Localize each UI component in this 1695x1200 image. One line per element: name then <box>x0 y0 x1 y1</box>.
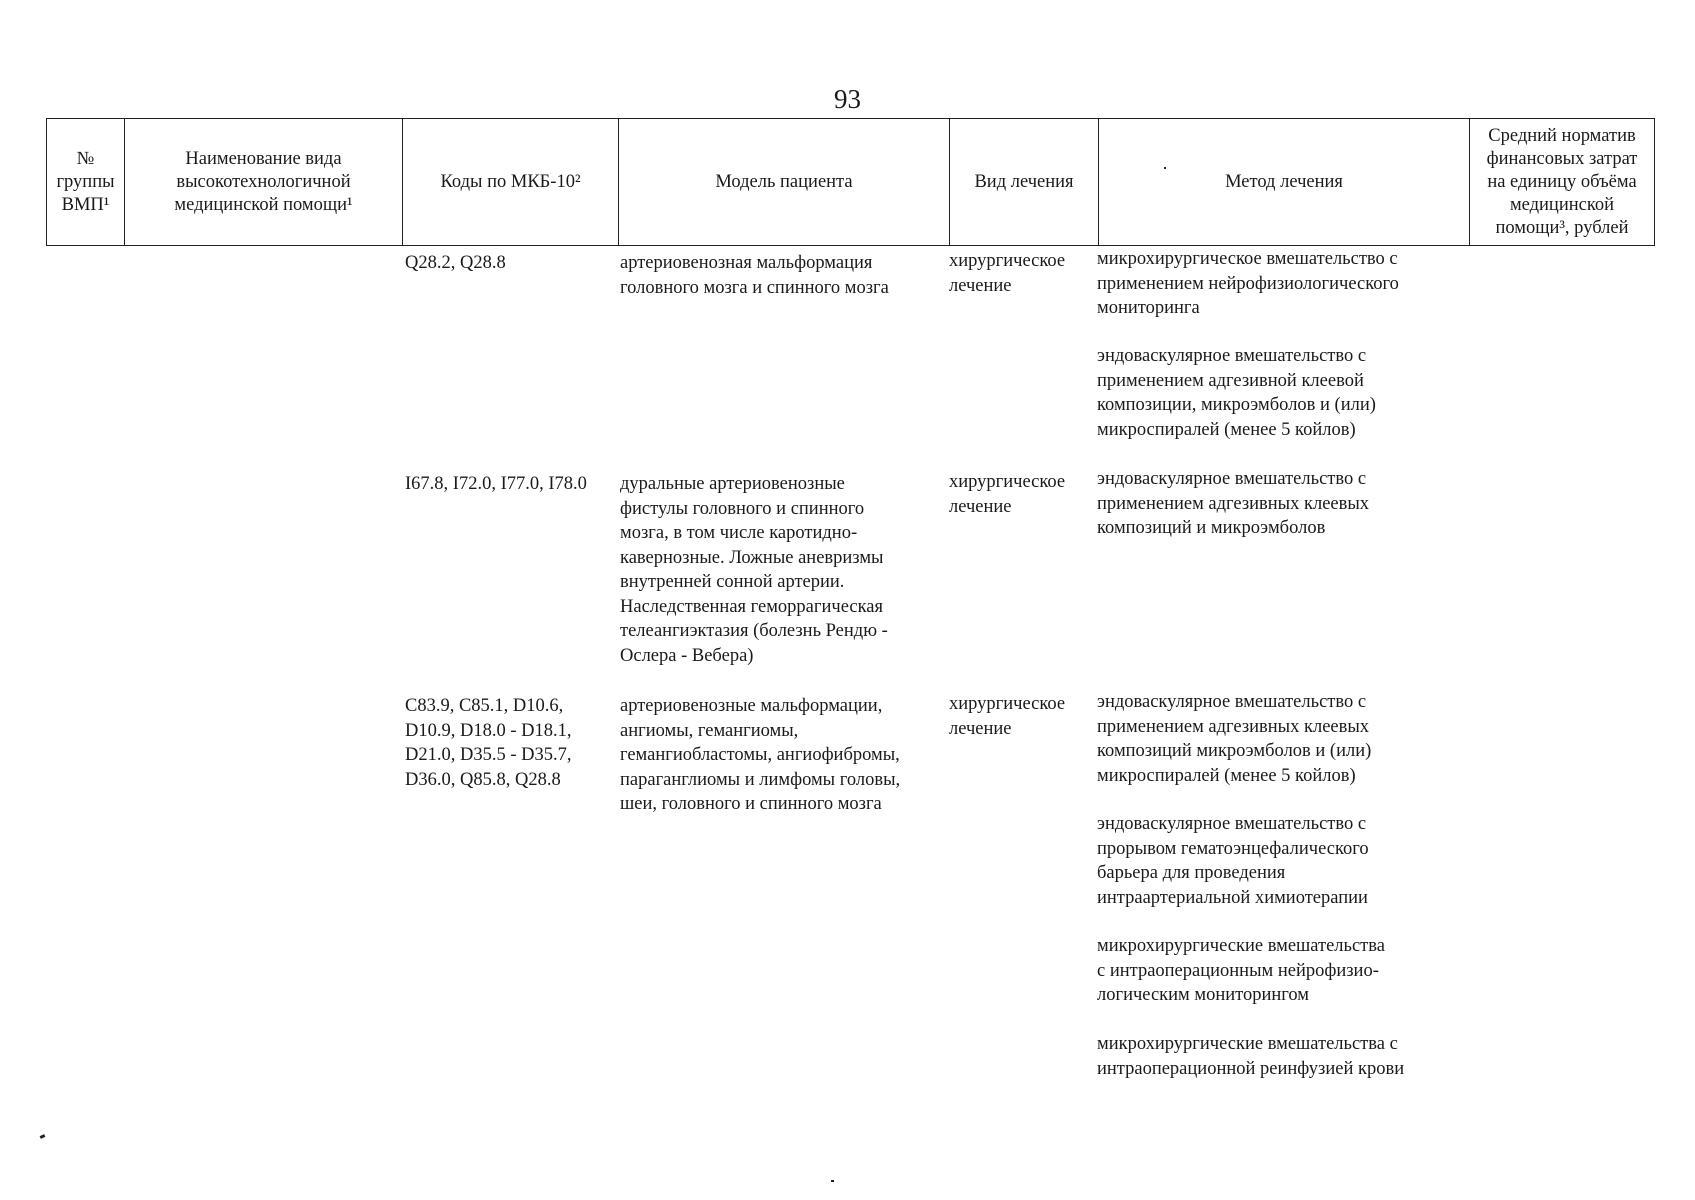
row-3-patient-model: артериовенозные мальформации, ангиомы, гемангиомы, гемангиобластомы, ангиофибромы, параганглиомы и лимфомы головы, шеи, головного и спинного мозга <box>620 696 901 814</box>
row-2-codes: I67.8, I72.0, I77.0, I78.0 <box>405 474 587 494</box>
row-1-method-2: эндоваскулярное вмешательство с применением адгезивной клеевой композиции, микроэмболов и (или) микроспиралей (менее 5 койлов) <box>1097 346 1376 440</box>
row-3-method-1: эндоваскулярное вмешательство с применением адгезивных клеевых композиций микроэмболов и (или) микроспиралей (менее 5 койлов) <box>1097 692 1372 786</box>
header-cost-standard: Средний норматив финансовых затрат на единицу объёма медицинской помощи³, рублей <box>1470 119 1655 246</box>
header-icd-codes: Коды по МКБ-10² <box>403 119 619 246</box>
row-1-codes: Q28.2, Q28.8 <box>405 253 506 273</box>
row-2-patient-model: дуральные артериовенозные фистулы головного и спинного мозга, в том числе каротидно- кавернозные. Ложные аневризмы внутренней сонной артерии. Наследственная геморрагическая телеангиэктазия (болезнь Рендю - Ослера - Вебера) <box>620 474 888 666</box>
header-treatment-method: Метод лечения <box>1099 119 1470 246</box>
row-3-codes: C83.9, C85.1, D10.6, D10.9, D18.0 - D18.1, D21.0, D35.5 - D35.7, D36.0, Q85.8, Q28.8 <box>405 696 572 790</box>
header-care-type: Наименование вида высокотехнологичной медицинской помощи¹ <box>125 119 403 246</box>
row-3-method-2: эндоваскулярное вмешательство с прорывом гематоэнцефалического барьера для проведения интраартериальной химиотерапии <box>1097 814 1369 908</box>
header-group-number: № группы ВМП¹ <box>47 119 125 246</box>
row-1-patient-model: артериовенозная мальформация головного мозга и спинного мозга <box>620 253 889 298</box>
page-number: 93 <box>834 84 861 114</box>
row-1-treatment-kind: хирургическое лечение <box>949 251 1066 296</box>
scan-speck <box>40 1134 46 1139</box>
header-treatment-kind: Вид лечения <box>950 119 1099 246</box>
row-3-treatment-kind: хирургическое лечение <box>949 694 1066 739</box>
row-3-method-3: микрохирургические вмешательства с интраоперационным нейрофизио- логическим мониторингом <box>1097 936 1385 1005</box>
row-1-method-1: микрохирургическое вмешательство с применением нейрофизиологического мониторинга <box>1097 249 1399 318</box>
scan-speck <box>1164 167 1166 169</box>
row-2-method-1: эндоваскулярное вмешательство с применением адгезивных клеевых композиций и микроэмболов <box>1097 469 1370 538</box>
header-patient-model: Модель пациента <box>619 119 950 246</box>
scan-speck <box>831 1180 834 1182</box>
row-3-method-4: микрохирургические вмешательства с интраоперационной реинфузией крови <box>1097 1034 1405 1079</box>
row-2-treatment-kind: хирургическое лечение <box>949 472 1066 517</box>
table-header <box>46 118 1655 246</box>
